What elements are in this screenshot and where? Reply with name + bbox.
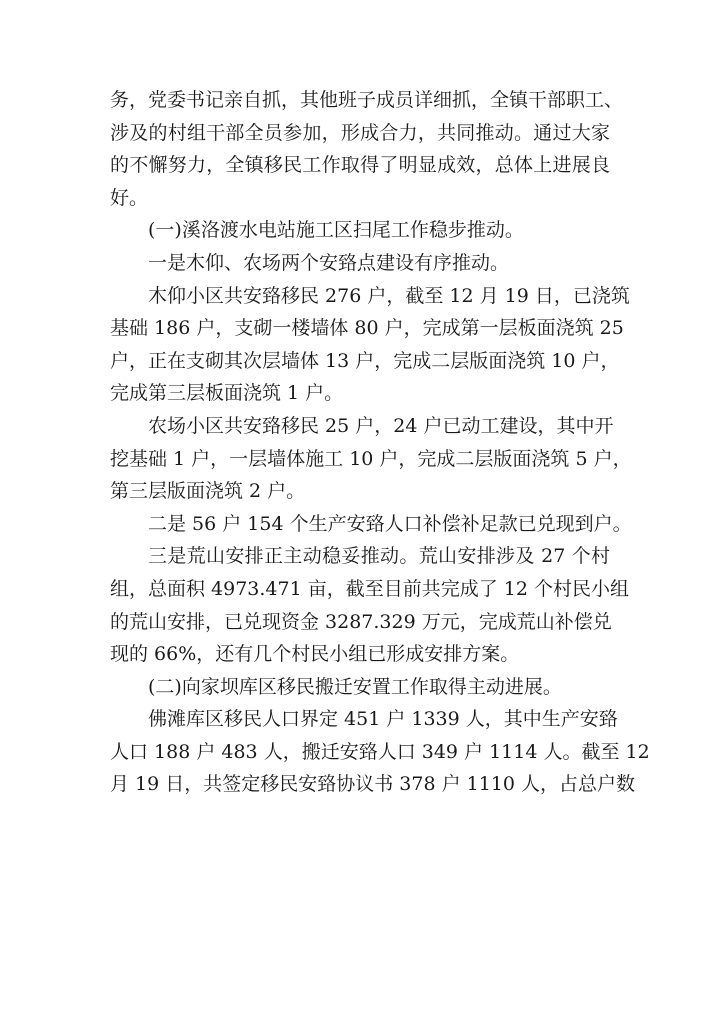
text-line: 的荒山安排，已兑现资金 3287.329 万元，完成荒山补偿兑 <box>110 610 612 633</box>
text-line: 挖基础 1 户，一层墙体施工 10 户，完成二层版面浇筑 5 户， <box>110 447 632 470</box>
text-line: 好。 <box>110 186 149 209</box>
text-line: 第三层版面浇筑 2 户。 <box>110 480 306 503</box>
text-line: 现的 66%，还有几个村民小组已形成安排方案。 <box>110 643 520 666</box>
text-line: 二是 56 户 154 个生产安臵人口补偿补足款已兑现到户。 <box>148 512 632 535</box>
text-line: 人口 188 户 483 人，搬迁安臵人口 349 户 1114 人。截至 12 <box>110 740 650 763</box>
text-line: 月 19 日，共签定移民安臵协议书 378 户 1110 人，占总户数 <box>110 773 636 796</box>
text-line: 一是木仰、农场两个安臵点建设有序推动。 <box>148 251 510 274</box>
text-line: 完成第三层板面浇筑 1 户。 <box>110 382 344 405</box>
text-line: 基础 186 户，支砌一楼墙体 80 户，完成第一层板面浇筑 25 <box>110 317 624 340</box>
text-line: 的不懈努力，全镇移民工作取得了明显成效，总体上进展良 <box>110 154 610 177</box>
text-line: (二)向家坝库区移民搬迁安置工作取得主动进展。 <box>148 675 562 698</box>
text-line: 佛滩库区移民人口界定 451 户 1339 人，其中生产安臵 <box>148 708 618 731</box>
text-line: 务，党委书记亲自抓，其他班子成员详细抓，全镇干部职工、 <box>110 89 624 111</box>
text-line: (一)溪洛渡水电站施工区扫尾工作稳步推动。 <box>148 219 524 242</box>
text-line: 涉及的村组干部全员参加，形成合力，共同推动。通过大家 <box>110 121 610 144</box>
text-line: 木仰小区共安臵移民 276 户，截至 12 月 19 日，已浇筑 <box>148 284 630 307</box>
text-line: 户，正在支砌其次层墙体 13 户，完成二层版面浇筑 10 户， <box>110 349 620 372</box>
text-line: 农场小区共安臵移民 25 户，24 户已动工建设，其中开 <box>148 414 614 437</box>
text-line: 组，总面积 4973.471 亩，截至目前共完成了 12 个村民小组 <box>110 577 629 600</box>
document-page <box>110 84 650 801</box>
text-line: 三是荒山安排正主动稳妥推动。荒山安排涉及 27 个村 <box>148 545 610 568</box>
